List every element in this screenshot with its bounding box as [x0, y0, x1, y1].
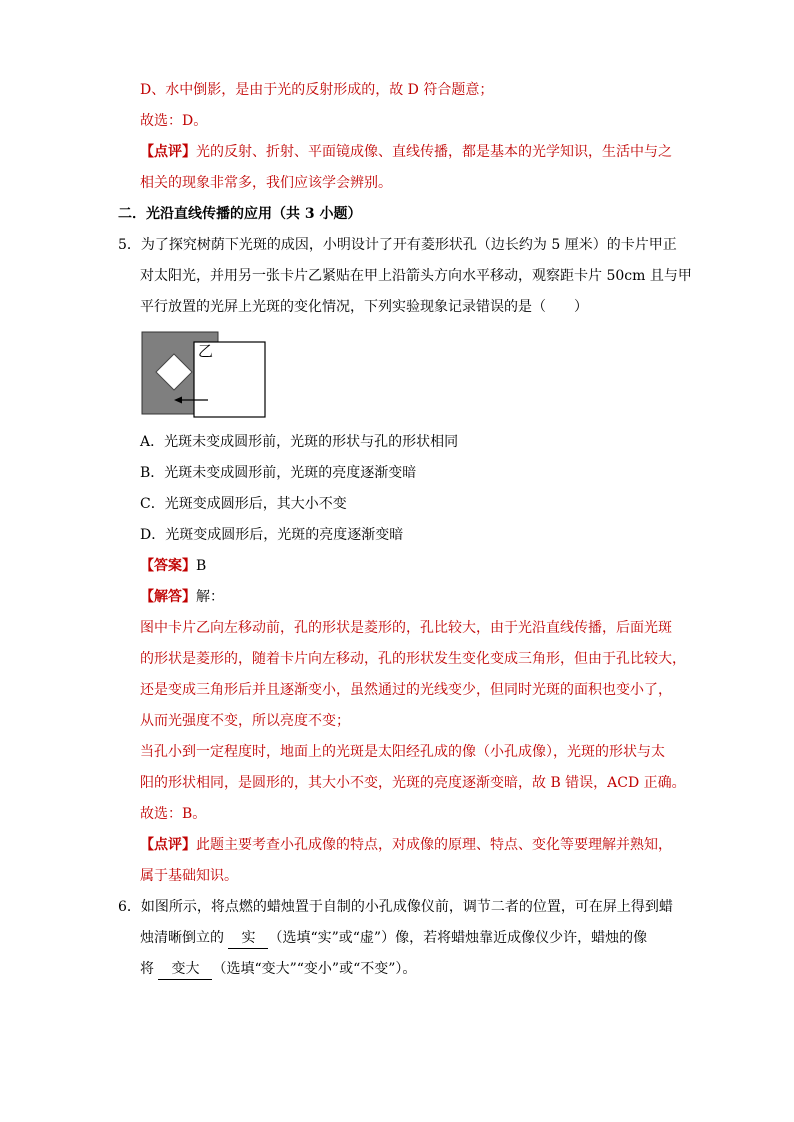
previous-comment-line2: 相关的现象非常多，我们应该学会辨别。 [140, 175, 392, 191]
q5-solution-line: 从而光强度不变，所以亮度不变； [140, 713, 350, 729]
q5-solution-line: 阳的形状相同，是圆形的，其大小不变，光斑的亮度逐渐变暗，故 B 错误，ACD 正确。 [140, 775, 686, 791]
q5-stem-line3: 平行放置的光屏上光斑的变化情况，下列实验现象记录错误的是（ ） [140, 299, 588, 315]
q5-stem-line2: 对太阳光，并用另一张卡片乙紧贴在甲上沿箭头方向水平移动，观察距卡片 50cm 且与甲 [140, 268, 692, 284]
previous-comment-line1 [140, 142, 672, 162]
q6-line2-post: （选填“实”或“虚”）像，若将蜡烛靠近成像仪少许，蜡烛的像 [268, 930, 648, 946]
q6-line1: 6．如图所示，将点燃的蜡烛置于自制的小孔成像仪前，调节二者的位置，可在屏上得到蜡 [118, 899, 673, 915]
q6-line3-pre: 将 [140, 961, 154, 977]
q6-line3-post: （选填“变大”“变小”或“不变”）。 [212, 961, 417, 977]
q6-line2-pre: 烛清晰倒立的 [140, 930, 224, 946]
answer-value: B [196, 558, 207, 574]
q5-option-a: A．光斑未变成圆形前，光斑的形状与孔的形状相同 [140, 434, 459, 450]
previous-option-d: D、水中倒影，是由于光的反射形成的，故 D 符合题意； [140, 82, 494, 98]
card-figure [140, 330, 270, 422]
q5-solution-line: 故选：B。 [140, 806, 207, 822]
answer-blank-1: 实 [228, 928, 268, 949]
solution-suffix: 解： [196, 589, 224, 605]
q5-option-c: C．光斑变成圆形后，其大小不变 [140, 496, 347, 512]
q5-option-b: B．光斑未变成圆形前，光斑的亮度逐渐变暗 [140, 465, 417, 481]
q5-solution-line: 当孔小到一定程度时，地面上的光斑是太阳经孔成的像（小孔成像），光斑的形状与太 [140, 744, 665, 760]
comment-tag: 【点评】 [140, 837, 196, 853]
q6-line2 [140, 928, 647, 949]
comment-tag: 【点评】 [140, 144, 196, 160]
q5-answer [140, 556, 206, 576]
q5-comment-line1 [140, 835, 672, 855]
q5-solution-header [140, 587, 224, 607]
q5-comment-line2: 属于基础知识。 [140, 868, 238, 884]
q5-solution-line: 图中卡片乙向左移动前，孔的形状是菱形的，孔比较大，由于光沿直线传播，后面光斑 [140, 620, 672, 636]
q5-solution-line: 还是变成三角形后并且逐渐变小，虽然通过的光线变少，但同时光斑的面积也变小了， [140, 682, 672, 698]
q6-line3 [140, 959, 416, 980]
answer-tag: 【答案】 [140, 558, 196, 574]
previous-choice: 故选：D。 [140, 113, 208, 129]
q5-option-d: D．光斑变成圆形后，光斑的亮度逐渐变暗 [140, 527, 404, 543]
comment-text: 此题主要考查小孔成像的特点，对成像的原理、特点、变化等要理解并熟知， [196, 837, 672, 853]
q5-solution-line: 的形状是菱形的，随着卡片向左移动，孔的形状发生变化变成三角形，但由于孔比较大， [140, 651, 686, 667]
q5-stem-line1: 5．为了探究树荫下光斑的成因，小明设计了开有菱形状孔（边长约为 5 厘米）的卡片甲正 [118, 237, 677, 253]
section-title: 二．光沿直线传播的应用（共 3 小题） [118, 206, 362, 222]
card-yi-label: 乙 [198, 342, 214, 360]
solution-tag: 【解答】 [140, 589, 196, 605]
answer-blank-2: 变大 [158, 959, 212, 980]
comment-text: 光的反射、折射、平面镜成像、直线传播，都是基本的光学知识，生活中与之 [196, 144, 672, 160]
